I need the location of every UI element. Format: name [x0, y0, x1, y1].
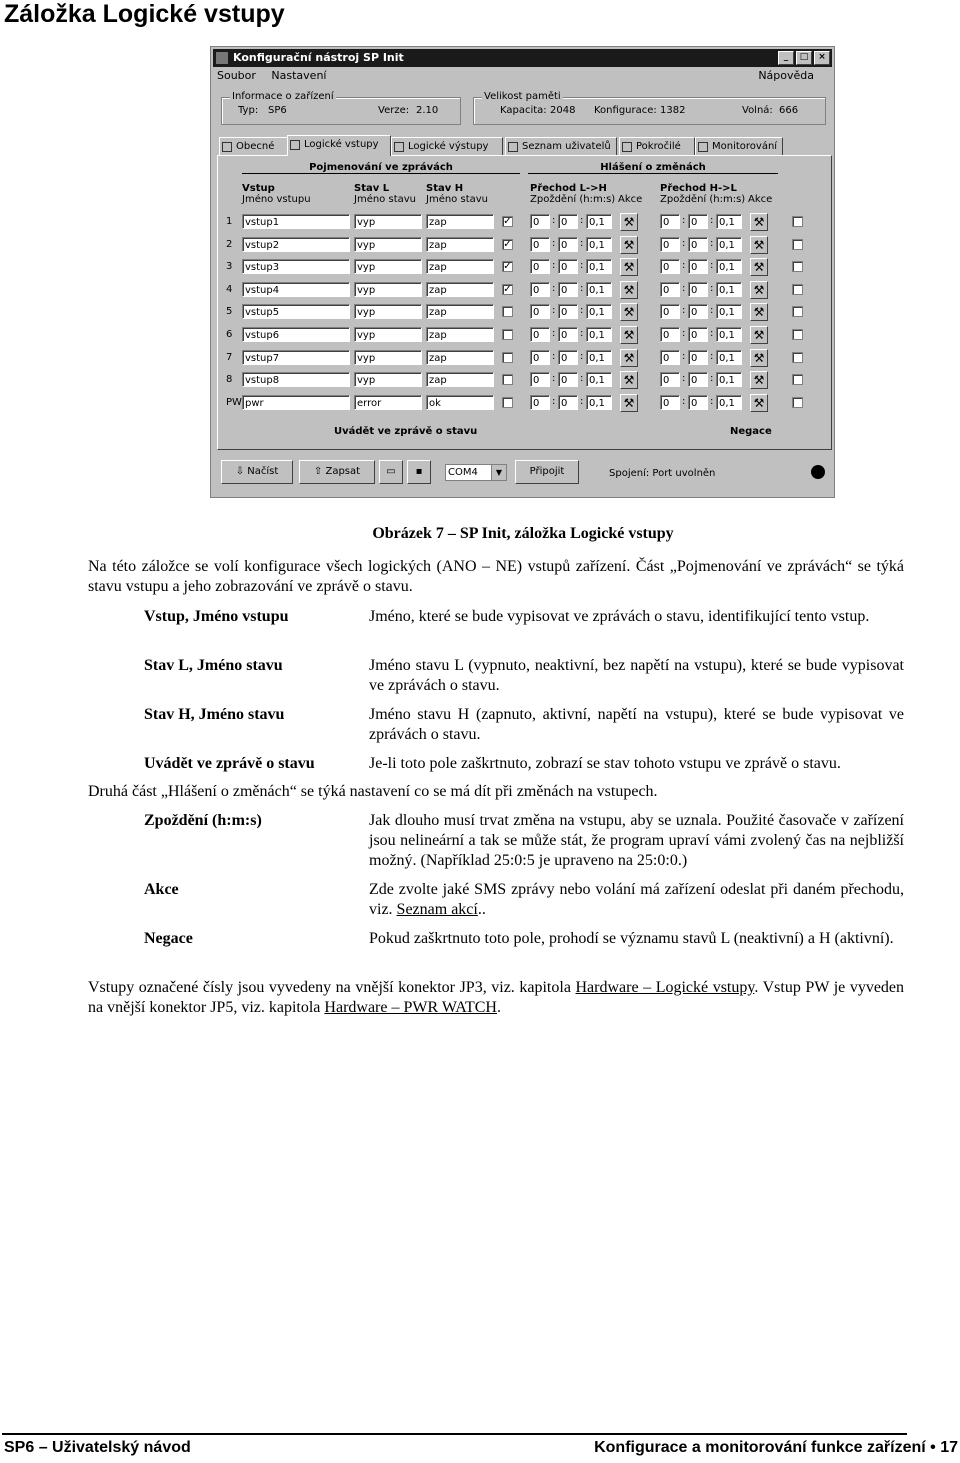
- state-h-name-field[interactable]: zap: [426, 282, 494, 297]
- logical-inputs-panel: [217, 155, 832, 450]
- time-separator: :: [580, 395, 584, 407]
- row-number: 5: [226, 306, 233, 318]
- negace-checkbox[interactable]: [792, 374, 803, 385]
- state-l-name-field[interactable]: vyp: [354, 350, 422, 365]
- hl-minutes-field[interactable]: 0: [688, 304, 708, 319]
- negace-checkbox[interactable]: [792, 329, 803, 340]
- negace-checkbox[interactable]: [792, 397, 803, 408]
- hl-seconds-field[interactable]: 0,1: [716, 304, 742, 319]
- input-name-field[interactable]: vstup6: [242, 327, 350, 342]
- memory-label: Velikost paměti: [484, 91, 561, 102]
- type-value: SP6: [268, 105, 287, 116]
- input-name-field[interactable]: vstup3: [242, 259, 350, 274]
- tab-label: Logické výstupy: [408, 141, 489, 152]
- term-stav-h: Stav H, Jméno stavu: [144, 706, 285, 723]
- term-uvadet: Uvádět ve zprávě o stavu: [144, 755, 315, 772]
- time-separator: :: [552, 237, 556, 249]
- time-separator: :: [682, 350, 686, 362]
- def-stav-l: Jméno stavu L (vypnuto, neaktivní, bez napětí na vstupu), které se bude vypisovat ve zprávách o stavu.: [369, 657, 904, 694]
- figure-caption: Obrázek 7 – SP Init, záložka Logické vstupy: [372, 525, 674, 542]
- version-label: Verze:: [378, 105, 410, 116]
- lh-minutes-field[interactable]: 0: [558, 327, 578, 342]
- tab-label: Monitorování: [712, 141, 778, 152]
- col-hl: [660, 183, 745, 205]
- lh-hours-field[interactable]: 0: [530, 372, 550, 387]
- hl-minutes-field[interactable]: 0: [688, 214, 708, 229]
- input-name-field[interactable]: vstup2: [242, 237, 350, 252]
- naming-section-title: Pojmenování ve zprávách: [242, 162, 520, 174]
- lh-minutes-field[interactable]: 0: [558, 259, 578, 274]
- time-separator: :: [580, 373, 584, 385]
- hl-seconds-field[interactable]: 0,1: [716, 372, 742, 387]
- state-h-name-field[interactable]: zap: [426, 327, 494, 342]
- col-stavl-title: Stav L: [354, 183, 390, 194]
- lh-hours-field[interactable]: 0: [530, 350, 550, 365]
- hl-seconds-field[interactable]: 0,1: [716, 282, 742, 297]
- hl-minutes-field[interactable]: 0: [688, 327, 708, 342]
- term-vstup: Vstup, Jméno vstupu: [144, 608, 289, 625]
- hl-hours-field[interactable]: 0: [660, 350, 680, 365]
- hl-hours-field[interactable]: 0: [660, 304, 680, 319]
- state-l-name-field[interactable]: vyp: [354, 237, 422, 252]
- report-checkbox[interactable]: [502, 352, 513, 363]
- state-h-name-field[interactable]: ok: [426, 395, 494, 410]
- lh-action-wrench-icon[interactable]: ⚒: [620, 371, 638, 389]
- state-l-name-field[interactable]: vyp: [354, 327, 422, 342]
- col-stavl-sub: Jméno stavu: [354, 194, 416, 205]
- lh-seconds-field[interactable]: 0,1: [586, 259, 612, 274]
- lh-seconds-field[interactable]: 0,1: [586, 372, 612, 387]
- menu-nastaveni[interactable]: Nastavení: [271, 69, 327, 82]
- state-h-name-field[interactable]: zap: [426, 304, 494, 319]
- capacity-label: Kapacita:: [500, 105, 547, 116]
- time-separator: :: [682, 395, 686, 407]
- free-label: Volná:: [742, 105, 773, 116]
- report-checkbox[interactable]: ✓: [503, 238, 512, 250]
- menubar: [217, 69, 828, 85]
- hl-action-wrench-icon[interactable]: ⚒: [750, 258, 768, 276]
- menu-napoveda[interactable]: Nápověda: [758, 69, 814, 82]
- lh-action-wrench-icon[interactable]: ⚒: [620, 258, 638, 276]
- state-l-name-field[interactable]: error: [354, 395, 422, 410]
- lh-seconds-field[interactable]: 0,1: [586, 327, 612, 342]
- hl-seconds-field[interactable]: 0,1: [716, 327, 742, 342]
- time-separator: :: [682, 282, 686, 294]
- lh-hours-field[interactable]: 0: [530, 214, 550, 229]
- general-icon: [222, 142, 232, 152]
- version-value: 2.10: [416, 105, 439, 116]
- config-label: Konfigurace:: [594, 105, 657, 116]
- state-l-name-field[interactable]: vyp: [354, 372, 422, 387]
- state-l-name-field[interactable]: vyp: [354, 304, 422, 319]
- connect-button[interactable]: Připojit: [515, 460, 579, 484]
- chevron-down-icon: ▼: [491, 465, 506, 480]
- time-separator: :: [552, 373, 556, 385]
- lh-action-wrench-icon[interactable]: ⚒: [620, 213, 638, 231]
- lh-action-wrench-icon[interactable]: ⚒: [620, 236, 638, 254]
- write-label: Zapsat: [325, 466, 361, 477]
- input-name-field[interactable]: pwr: [242, 395, 350, 410]
- def-akce-end: ..: [477, 901, 486, 918]
- time-separator: :: [580, 282, 584, 294]
- time-separator: :: [682, 305, 686, 317]
- connection-status: Spojení: Port uvolněn: [609, 468, 716, 479]
- tab-label: Obecné: [236, 141, 275, 152]
- col-stavh-sub: Jméno stavu: [426, 194, 488, 205]
- time-separator: :: [580, 237, 584, 249]
- col-stav-l: [354, 183, 416, 205]
- time-separator: :: [710, 237, 714, 249]
- report-checkbox[interactable]: [502, 329, 513, 340]
- negace-checkbox[interactable]: [792, 216, 803, 227]
- input-name-field[interactable]: vstup4: [242, 282, 350, 297]
- config-value: 1382: [660, 105, 686, 116]
- term-stav-l: Stav L, Jméno stavu: [144, 657, 283, 674]
- open-folder-icon[interactable]: ▭: [379, 460, 403, 484]
- input-icon: [290, 140, 300, 150]
- col-lh: [530, 183, 615, 205]
- page-title: Záložka Logické vstupy: [4, 0, 285, 28]
- negace-checkbox[interactable]: [792, 261, 803, 272]
- app-window: [210, 46, 835, 498]
- users-icon: [508, 142, 518, 152]
- col-lh-sub: Zpoždění (h:m:s): [530, 194, 616, 205]
- hl-action-wrench-icon[interactable]: ⚒: [750, 371, 768, 389]
- hl-seconds-field[interactable]: 0,1: [716, 259, 742, 274]
- time-separator: :: [552, 395, 556, 407]
- output-icon: [394, 142, 404, 152]
- hl-hours-field[interactable]: 0: [660, 395, 680, 410]
- col-hl-sub: Zpoždění (h:m:s): [660, 194, 746, 205]
- time-separator: :: [552, 282, 556, 294]
- hl-action-wrench-icon[interactable]: ⚒: [750, 394, 768, 412]
- tab-logicke-vystupy[interactable]: [391, 137, 503, 156]
- lh-hours-field[interactable]: 0: [530, 304, 550, 319]
- second-paragraph: Druhá část „Hlášení o změnách“ se týká nastavení co se má dít při změnách na vstupech.: [88, 783, 658, 800]
- time-separator: :: [710, 260, 714, 272]
- tab-monitorovani[interactable]: [695, 137, 783, 156]
- negace-checkbox[interactable]: [792, 352, 803, 363]
- time-separator: :: [710, 395, 714, 407]
- col-vstup-sub: Jméno vstupu: [242, 194, 311, 205]
- lh-action-wrench-icon[interactable]: ⚒: [620, 281, 638, 299]
- device-info-label: Informace o zařízení: [232, 91, 334, 102]
- lh-hours-field[interactable]: 0: [530, 237, 550, 252]
- lh-seconds-field[interactable]: 0,1: [586, 304, 612, 319]
- hl-hours-field[interactable]: 0: [660, 282, 680, 297]
- hl-action-wrench-icon[interactable]: ⚒: [750, 303, 768, 321]
- time-separator: :: [552, 350, 556, 362]
- time-separator: :: [682, 328, 686, 339]
- time-separator: :: [552, 328, 556, 339]
- hl-action-wrench-icon[interactable]: ⚒: [750, 213, 768, 231]
- time-separator: :: [682, 260, 686, 272]
- save-disk-icon[interactable]: ▪: [407, 460, 431, 484]
- tab-obecne[interactable]: [219, 137, 295, 156]
- window-title: Konfigurační nástroj SP Init: [233, 51, 404, 64]
- hl-minutes-field[interactable]: 0: [688, 282, 708, 297]
- row-number: 4: [226, 283, 233, 295]
- negace-checkbox[interactable]: [792, 306, 803, 317]
- col-hl-title: Přechod H->L: [660, 183, 737, 194]
- port-value: COM4: [448, 467, 478, 478]
- hl-action-wrench-icon[interactable]: ⚒: [750, 349, 768, 367]
- hl-action-wrench-icon[interactable]: ⚒: [750, 281, 768, 299]
- lh-minutes-field[interactable]: 0: [558, 395, 578, 410]
- lh-action-wrench-icon[interactable]: ⚒: [620, 394, 638, 412]
- lh-hours-field[interactable]: 0: [530, 327, 550, 342]
- def-zpozdeni: Jak dlouho musí trvat změna na vstupu, aby se uznala. Použité časovače v zařízení jsou nelineární a tak se může stát, že program upraví vámi zvolený čas na nejbližší možný. (Například 25:0:5 je upraveno na 25:0:0.): [369, 812, 904, 869]
- lh-hours-field[interactable]: 0: [530, 259, 550, 274]
- lh-action-wrench-icon[interactable]: ⚒: [620, 326, 638, 344]
- lh-minutes-field[interactable]: 0: [558, 304, 578, 319]
- def-uvadet: Je-li toto pole zaškrtnuto, zobrazí se stav tohoto vstupu ve zprávě o stavu.: [369, 755, 841, 772]
- hl-hours-field[interactable]: 0: [660, 237, 680, 252]
- lh-minutes-field[interactable]: 0: [558, 282, 578, 297]
- def-stav-h: Jméno stavu H (zapnuto, aktivní, napětí na vstupu), které se bude vypisovat ve zprávách o stavu.: [369, 706, 904, 743]
- row-number: 1: [226, 216, 233, 227]
- time-separator: :: [580, 350, 584, 362]
- row-number: 3: [226, 261, 233, 273]
- col-lh-akce: Akce: [618, 194, 643, 205]
- memory-group: [473, 91, 826, 125]
- final-text-1: Vstupy označené čísly jsou vyvedeny na vnější konektor JP3, viz. kapitola: [88, 979, 576, 996]
- time-separator: :: [580, 215, 584, 226]
- final-text-3: .: [496, 999, 501, 1016]
- tab-logicke-vstupy[interactable]: [287, 135, 391, 156]
- lh-seconds-field[interactable]: 0,1: [586, 237, 612, 252]
- reporting-section-title: Hlášení o změnách: [528, 162, 778, 174]
- input-name-field[interactable]: vstup7: [242, 350, 350, 365]
- lh-seconds-field[interactable]: 0,1: [586, 350, 612, 365]
- time-separator: :: [710, 305, 714, 317]
- close-button[interactable]: ×: [814, 51, 830, 65]
- col-lh-title: Přechod L->H: [530, 183, 607, 194]
- advanced-icon: [622, 142, 632, 152]
- type-label: Typ:: [238, 105, 259, 116]
- row-number: 7: [226, 351, 233, 363]
- term-akce: Akce: [144, 881, 179, 898]
- tab-label: Seznam uživatelů: [522, 141, 611, 152]
- state-l-name-field[interactable]: vyp: [354, 282, 422, 297]
- hl-minutes-field[interactable]: 0: [688, 350, 708, 365]
- tab-label: Logické vstupy: [304, 139, 379, 150]
- tab-pokrocile[interactable]: [619, 137, 695, 156]
- state-h-name-field[interactable]: zap: [426, 237, 494, 252]
- time-separator: :: [580, 260, 584, 272]
- col-hl-akce: Akce: [748, 194, 773, 205]
- report-column-label: Uvádět ve zprávě o stavu: [334, 426, 478, 437]
- capacity-value: 2048: [550, 105, 576, 116]
- time-separator: :: [710, 215, 714, 226]
- row-number: PW: [226, 396, 242, 408]
- connection-led-icon: [811, 465, 825, 479]
- report-checkbox[interactable]: [502, 397, 513, 408]
- footer-left: SP6 – Uživatelský návod: [4, 1439, 191, 1456]
- col-stav-h: [426, 183, 488, 205]
- term-zpozdeni: Zpoždění (h:m:s): [144, 812, 262, 829]
- load-button[interactable]: ⇩ Načíst: [221, 460, 293, 484]
- hl-seconds-field[interactable]: 0,1: [716, 214, 742, 229]
- report-checkbox[interactable]: ✓: [503, 283, 512, 295]
- state-h-name-field[interactable]: zap: [426, 372, 494, 387]
- state-h-name-field[interactable]: zap: [426, 214, 494, 229]
- free-value: 666: [779, 105, 799, 116]
- window-titlebar: [213, 49, 832, 67]
- hl-minutes-field[interactable]: 0: [688, 395, 708, 410]
- monitor-icon: [698, 142, 708, 152]
- time-separator: :: [682, 237, 686, 249]
- footer-rule: [2, 1433, 907, 1435]
- hl-seconds-field[interactable]: 0,1: [716, 237, 742, 252]
- time-separator: :: [580, 305, 584, 317]
- lh-hours-field[interactable]: 0: [530, 395, 550, 410]
- state-l-name-field[interactable]: vyp: [354, 259, 422, 274]
- device-info-group: [221, 91, 461, 125]
- negace-column-label: Negace: [730, 426, 772, 437]
- time-separator: :: [710, 282, 714, 294]
- write-button[interactable]: ⇧ Zapsat: [299, 460, 375, 484]
- lh-seconds-field[interactable]: 0,1: [586, 395, 612, 410]
- report-checkbox[interactable]: [502, 374, 513, 385]
- report-checkbox[interactable]: ✓: [503, 261, 512, 273]
- def-vstup: Jméno, které se bude vypisovat ve zprávách o stavu, identifikující tento vstup.: [369, 608, 870, 625]
- state-h-name-field[interactable]: zap: [426, 350, 494, 365]
- row-number: 8: [226, 374, 233, 386]
- def-akce: [369, 880, 904, 920]
- hl-hours-field[interactable]: 0: [660, 214, 680, 229]
- final-paragraph: [88, 978, 904, 1018]
- load-label: Načíst: [247, 466, 279, 477]
- time-separator: :: [580, 328, 584, 339]
- hl-minutes-field[interactable]: 0: [688, 237, 708, 252]
- time-separator: :: [682, 215, 686, 226]
- lh-seconds-field[interactable]: 0,1: [586, 282, 612, 297]
- time-separator: :: [710, 373, 714, 385]
- minimize-button[interactable]: _: [778, 51, 794, 65]
- lh-minutes-field[interactable]: 0: [558, 237, 578, 252]
- hardware-pwr-watch-link[interactable]: Hardware – PWR WATCH: [324, 999, 497, 1016]
- lh-minutes-field[interactable]: 0: [558, 214, 578, 229]
- state-l-name-field[interactable]: vyp: [354, 214, 422, 229]
- lh-minutes-field[interactable]: 0: [558, 350, 578, 365]
- report-checkbox[interactable]: [502, 306, 513, 317]
- col-vstup-title: Vstup: [242, 183, 275, 194]
- negace-checkbox[interactable]: [792, 239, 803, 250]
- seznam-akci-link[interactable]: Seznam akcí: [396, 901, 478, 918]
- lh-minutes-field[interactable]: 0: [558, 372, 578, 387]
- time-separator: :: [710, 350, 714, 362]
- def-akce-text: Zde zvolte jaké SMS zprávy nebo volání má zařízení odeslat při daném přechodu, viz.: [369, 881, 904, 918]
- intro-paragraph: Na této záložce se volí konfigurace všech logických (ANO – NE) vstupů zařízení. Část „Pojmenování ve zprávách“ se týká stavu vstupu a jeho zobrazování ve zprávě o stavu.: [88, 558, 904, 595]
- time-separator: :: [552, 260, 556, 272]
- col-stavh-title: Stav H: [426, 183, 464, 194]
- hardware-logicke-vstupy-link[interactable]: Hardware – Logické vstupy: [575, 979, 755, 996]
- hl-seconds-field[interactable]: 0,1: [716, 395, 742, 410]
- state-h-name-field[interactable]: zap: [426, 259, 494, 274]
- time-separator: :: [552, 215, 556, 226]
- final-text-2: . Vstup PW je vyveden na vnější konektor JP5, viz. kapitola: [88, 979, 905, 1016]
- hl-action-wrench-icon[interactable]: ⚒: [750, 236, 768, 254]
- hl-minutes-field[interactable]: 0: [688, 372, 708, 387]
- hl-hours-field[interactable]: 0: [660, 327, 680, 342]
- time-separator: :: [682, 373, 686, 385]
- lh-hours-field[interactable]: 0: [530, 282, 550, 297]
- hl-seconds-field[interactable]: 0,1: [716, 350, 742, 365]
- hl-hours-field[interactable]: 0: [660, 372, 680, 387]
- term-negace: Negace: [144, 930, 193, 947]
- footer-right: Konfigurace a monitorování funkce zařízení • 17: [594, 1439, 958, 1456]
- row-number: 2: [226, 238, 233, 250]
- tab-seznam-uzivatelu[interactable]: [505, 137, 617, 156]
- row-number: 6: [226, 329, 233, 340]
- def-negace: Pokud zaškrtnuto toto pole, prohodí se významu stavů L (neaktivní) a H (aktivní).: [369, 930, 894, 947]
- lh-action-wrench-icon[interactable]: ⚒: [620, 303, 638, 321]
- port-select[interactable]: [445, 464, 507, 481]
- app-icon: [216, 52, 228, 64]
- col-vstup: [242, 183, 311, 205]
- maximize-button[interactable]: □: [796, 51, 812, 65]
- time-separator: :: [710, 328, 714, 339]
- menu-soubor[interactable]: Soubor: [217, 69, 256, 82]
- input-name-field[interactable]: vstup1: [242, 214, 350, 229]
- time-separator: :: [552, 305, 556, 317]
- lh-action-wrench-icon[interactable]: ⚒: [620, 349, 638, 367]
- tab-label: Pokročilé: [636, 141, 681, 152]
- lh-seconds-field[interactable]: 0,1: [586, 214, 612, 229]
- input-name-field[interactable]: vstup5: [242, 304, 350, 319]
- negace-checkbox[interactable]: [792, 284, 803, 295]
- hl-hours-field[interactable]: 0: [660, 259, 680, 274]
- hl-minutes-field[interactable]: 0: [688, 259, 708, 274]
- report-checkbox[interactable]: ✓: [503, 216, 512, 227]
- hl-action-wrench-icon[interactable]: ⚒: [750, 326, 768, 344]
- input-name-field[interactable]: vstup8: [242, 372, 350, 387]
